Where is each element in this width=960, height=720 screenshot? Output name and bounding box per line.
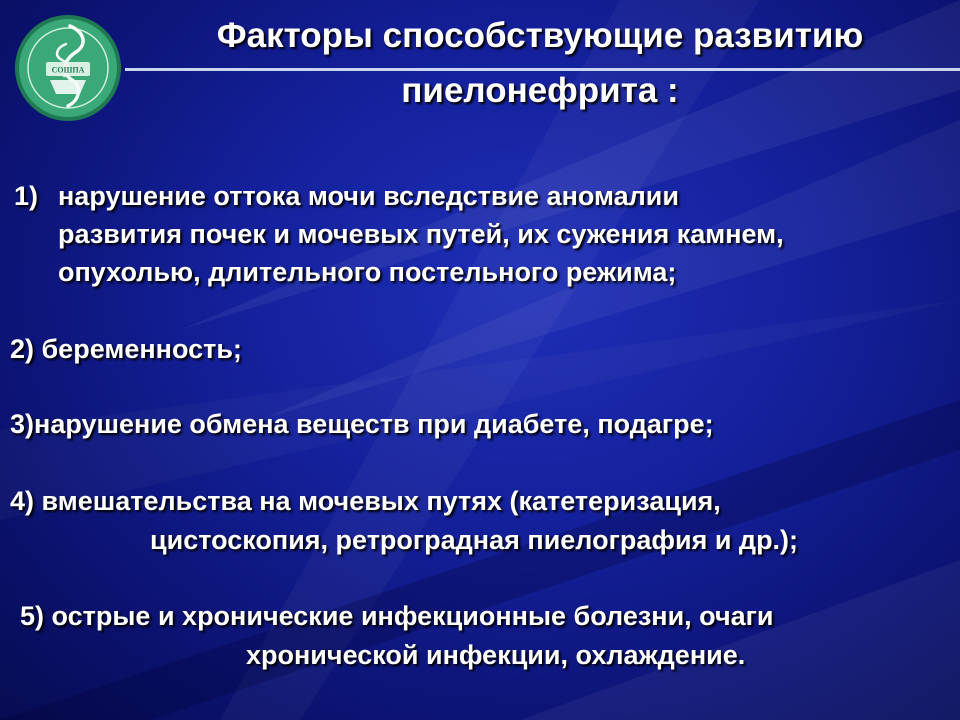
svg-text:СОШПА: СОШПА — [51, 65, 85, 75]
title-line-1: Факторы способствующие развитию — [216, 16, 864, 55]
list-item-5-line-1: 5) острые и хронические инфекционные болезни, очаги — [20, 601, 774, 631]
list-item-4-line-2: цистоскопия, ретроградная пиелография и др.); — [150, 525, 799, 555]
title-line-2: пиелонефрита : — [401, 71, 679, 110]
list-item-1-number: 1) — [14, 181, 39, 211]
list-item-1-line-2: развития почек и мочевых путей, их сужения камнем, — [58, 219, 784, 249]
list-item-3: 3)нарушение обмена веществ при диабете, подагре; — [10, 409, 714, 439]
list-item-1-line-1: нарушение оттока мочи вследствие аномалии — [58, 181, 679, 211]
logo-emblem-icon — [14, 14, 122, 122]
list-item-5-line-2: хронической инфекции, охлаждение. — [246, 640, 746, 670]
list-item-1-line-3: опухолью, длительного постельного режима; — [58, 257, 677, 287]
list-item-4-line-1: 4) вмешательства на мочевых путях (катетеризация, — [10, 486, 721, 516]
list-item-2: 2) беременность; — [10, 334, 242, 364]
list-item-1-text — [58, 177, 784, 291]
slide-title — [130, 8, 950, 118]
